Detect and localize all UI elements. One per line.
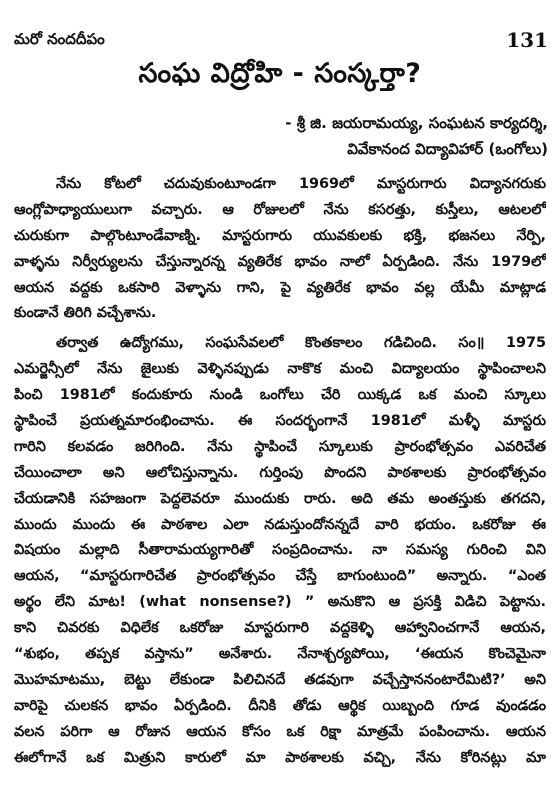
paragraph-2-line: విషయం మల్లాది సీతారామయ్యగారితో సంప్రదించాను. నా సమస్య గురించి విని xyxy=(14,542,546,559)
running-title: మరో నందదీపం xyxy=(14,30,105,48)
paragraph-2-line: వారిపై చులకన భావం ఏర్పడింది. దీనికి తోడు ఆర్థిక యిబ్బంది గూడ వుండడం xyxy=(14,697,546,714)
paragraph-2-line: ఎమర్జెన్సీలో నేను జైలుకు వెళ్ళినప్పుడు నాకొక మంచి విద్యాలయం స్థాపించాలని xyxy=(14,361,546,378)
paragraph-2-line: తర్వాత ఉద్యోగము, సంఘసేవలలో కొంతకాలం గడిచింది. సం॥ 1975 xyxy=(56,335,546,352)
paragraph-2-line: మొహమాటము, బెట్టు లేకుండా పిలిచినదే తడవుగా వచ్చేస్తాననంటారేమిటి?’ అని xyxy=(14,671,546,688)
paragraph-2-line: ఆయన, “మాస్టరుగారిచేత ప్రారంభోత్సవం చేస్తే బాగుంటుంది” అన్నారు. “ఎంత xyxy=(14,568,546,585)
paragraph-1-line: వాళ్ళను నిర్వీర్యులను చేస్తున్నారన్న వ్యతిరేక భావం నాలో ఏర్పడింది. నేను 1979లో xyxy=(14,253,546,270)
article-body xyxy=(14,172,546,771)
page-number: 131 xyxy=(506,28,548,52)
paragraph-1-line: నేను కోటలో చదువుకుంటూండగా 1969లో మాస్టరుగారు విద్యానగరుకు xyxy=(56,176,546,192)
paragraph-2-line: ఈలోగానే ఒక మిత్రుని కారులో మా పాఠశాలకు వచ్చి, నేను కోరినట్లు మా xyxy=(14,749,546,766)
paragraph-2-line: స్థాపించే ప్రయత్నమారంభించాను. ఈ సందర్భంగానే 1981లో మళ్ళీ మాస్టరు xyxy=(14,413,546,430)
paragraph-2-line: కాని చివరకు విధిలేక ఒకరోజు మాస్టరుగారి వద్దకెళ్ళి ఆహ్వానించగానే ఆయన, xyxy=(14,620,546,637)
author-byline: - శ్రీ జి. జయరామయ్య, సంఘటన కార్యదర్శి, xyxy=(285,114,548,132)
article-title: సంఘ విద్రోహి - సంస్కర్తా? xyxy=(138,58,422,89)
paragraph-2-line: పించి 1981లో కందుకూరు నుండి ఒంగోలు చేరి యిక్కడ ఒక మంచి స్కూలు xyxy=(14,387,546,404)
paragraph-2-line: చేయించాలా అని ఆలోచిస్తున్నాను. గుర్తింపు పొందని పాఠశాలకు ప్రారంభోత్సవం xyxy=(14,464,546,481)
paragraph-1-line: ఆయన వద్దకు ఒకసారి వెళ్ళాను గాని, పై వ్యతిరేక భావం వల్ల యేమీ మాట్లాడ xyxy=(14,279,546,296)
paragraph-1-line: కుండానే తిరిగి వచ్చేశాను. xyxy=(14,305,157,322)
paragraph-2-line: “శుభం, తప్పక వస్తాను” అనేశారు. నేనాశ్చర్యపోయి, ‘ఈయన కొంచెమైనా xyxy=(14,646,546,663)
paragraph-1-line: ఆంగ్లోపాధ్యాయులుగా వచ్చారు. ఆ రోజులలో నేను కసరత్తు, కుస్తీలు, ఆటలలో xyxy=(14,201,546,218)
paragraph-2-line: చేయడానికి సహజంగా పెద్దలెవరూ ముందుకు రారు. అది తమ అంతస్తుకు తగదని, xyxy=(14,490,546,507)
paragraph-2-line: ముందు ముందు ఈ పాఠశాల ఎలా నడుస్తుందోనన్నదే వారి భయం. ఒకరోజు ఈ xyxy=(14,516,546,533)
paragraph-2-line: గారిని కలవడం జరిగింది. నేను స్థాపించే స్కూలుకు ప్రారంభోత్సవం ఎవరిచేత xyxy=(14,438,546,455)
author-affiliation: వివేకానంద విద్యావిహార్ (ఒంగోలు) xyxy=(347,140,548,158)
paragraph-2-line: వలన పరిగా ఆ రోజున ఆయన కోసం ఒక రిక్షా మాత్రమే పంపించాను. ఆయన xyxy=(14,723,546,740)
paragraph-2-line: అర్థం లేని మాట! (what nonsense?) ” అనుకొని ఆ ప్రసక్తి విడిచి పెట్టాను. xyxy=(14,594,546,611)
paragraph-1-line: చురుకుగా పాల్గొంటూండేవాణ్ని. మాస్టరుగారు యువకులకు భక్తి, భజనలు నేర్పి, xyxy=(14,227,546,244)
